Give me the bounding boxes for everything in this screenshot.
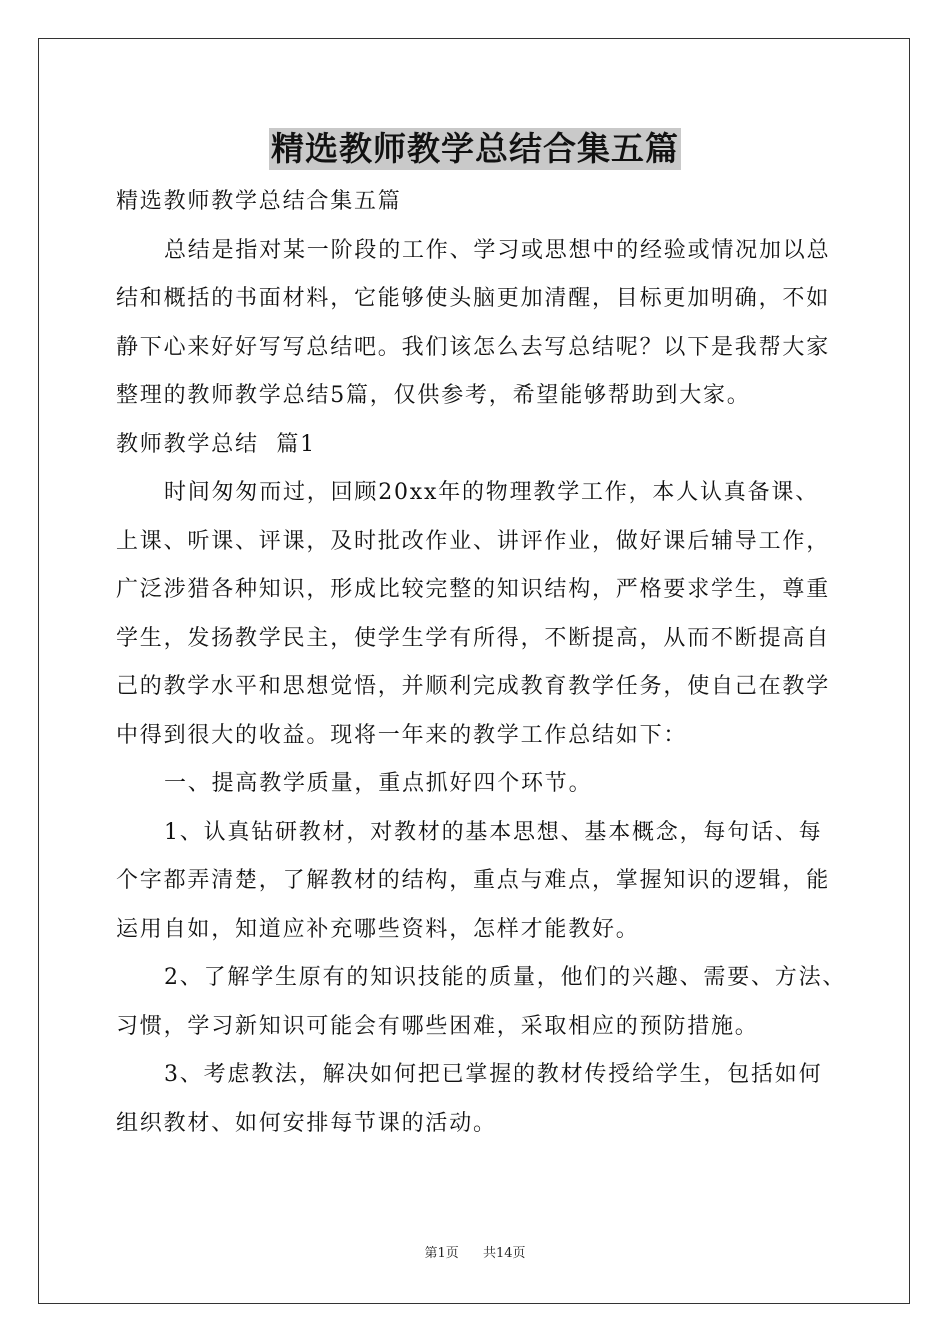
paragraph-line: 上课、听课、评课，及时批改作业、讲评作业，做好课后辅导工作， [116, 528, 831, 554]
paragraph-line: 组织教材、如何安排每节课的活动。 [116, 1110, 497, 1136]
paragraph-line: 2、了解学生原有的知识技能的质量，他们的兴趣、需要、方法、 [164, 965, 847, 990]
paragraph-line: 己的教学水平和思想觉悟，并顺利完成教育教学任务，使自己在教学 [116, 674, 831, 699]
page-total: 共14页 [483, 1246, 526, 1261]
section-heading: 教师教学总结 篇1 [116, 431, 316, 457]
section-paragraph [116, 809, 838, 955]
paragraph-line: 3、考虑教法，解决如何把已掌握的教材传授给学生，包括如何 [164, 1062, 823, 1087]
page-number: 第1页 [424, 1246, 459, 1261]
paragraph-line: 结和概括的书面材料，它能够使头脑更加清醒，目标更加明确，不如 [116, 286, 831, 311]
section-paragraph [116, 1051, 838, 1148]
paragraph-line: 习惯，学习新知识可能会有哪些困难，采取相应的预防措施。 [116, 1013, 759, 1039]
intro-paragraph [116, 227, 838, 421]
section-paragraph [116, 469, 838, 760]
paragraph-line: 学生，发扬教学民主，使学生学有所得，不断提高，从而不断提高自 [116, 625, 831, 651]
paragraph-line: 中得到很大的收益。现将一年来的教学工作总结如下： [116, 722, 688, 748]
section-paragraph [116, 760, 838, 809]
page-footer [0, 1246, 950, 1262]
paragraph-line: 个字都弄清楚，了解教材的结构，重点与难点，掌握知识的逻辑，能 [116, 868, 831, 893]
document-title: 精选教师教学总结合集五篇 [271, 129, 679, 168]
document-body [116, 178, 847, 1148]
paragraph-line: 1、认真钻研教材，对教材的基本思想、基本概念，每句话、每 [164, 819, 823, 845]
paragraph-line: 运用自如，知道应补充哪些资料，怎样才能教好。 [116, 916, 640, 942]
paragraph-line: 总结是指对某一阶段的工作、学习或思想中的经验或情况加以总 [164, 237, 831, 263]
title-container [0, 128, 950, 170]
document-subtitle: 精选教师教学总结合集五篇 [116, 189, 402, 214]
paragraph-line: 静下心来好好写写总结吧。我们该怎么去写总结呢？以下是我帮大家 [116, 334, 831, 360]
paragraph-line: 一、提高教学质量，重点抓好四个环节。 [164, 771, 593, 796]
paragraph-line: 广泛涉猎各种知识，形成比较完整的知识结构，严格要求学生，尊重 [116, 577, 831, 602]
paragraph-line: 整理的教师教学总结5篇，仅供参考，希望能够帮助到大家。 [116, 383, 751, 408]
section-paragraph [116, 954, 847, 1051]
paragraph-line: 时间匆匆而过，回顾20xx年的物理教学工作，本人认真备课、 [164, 480, 820, 505]
